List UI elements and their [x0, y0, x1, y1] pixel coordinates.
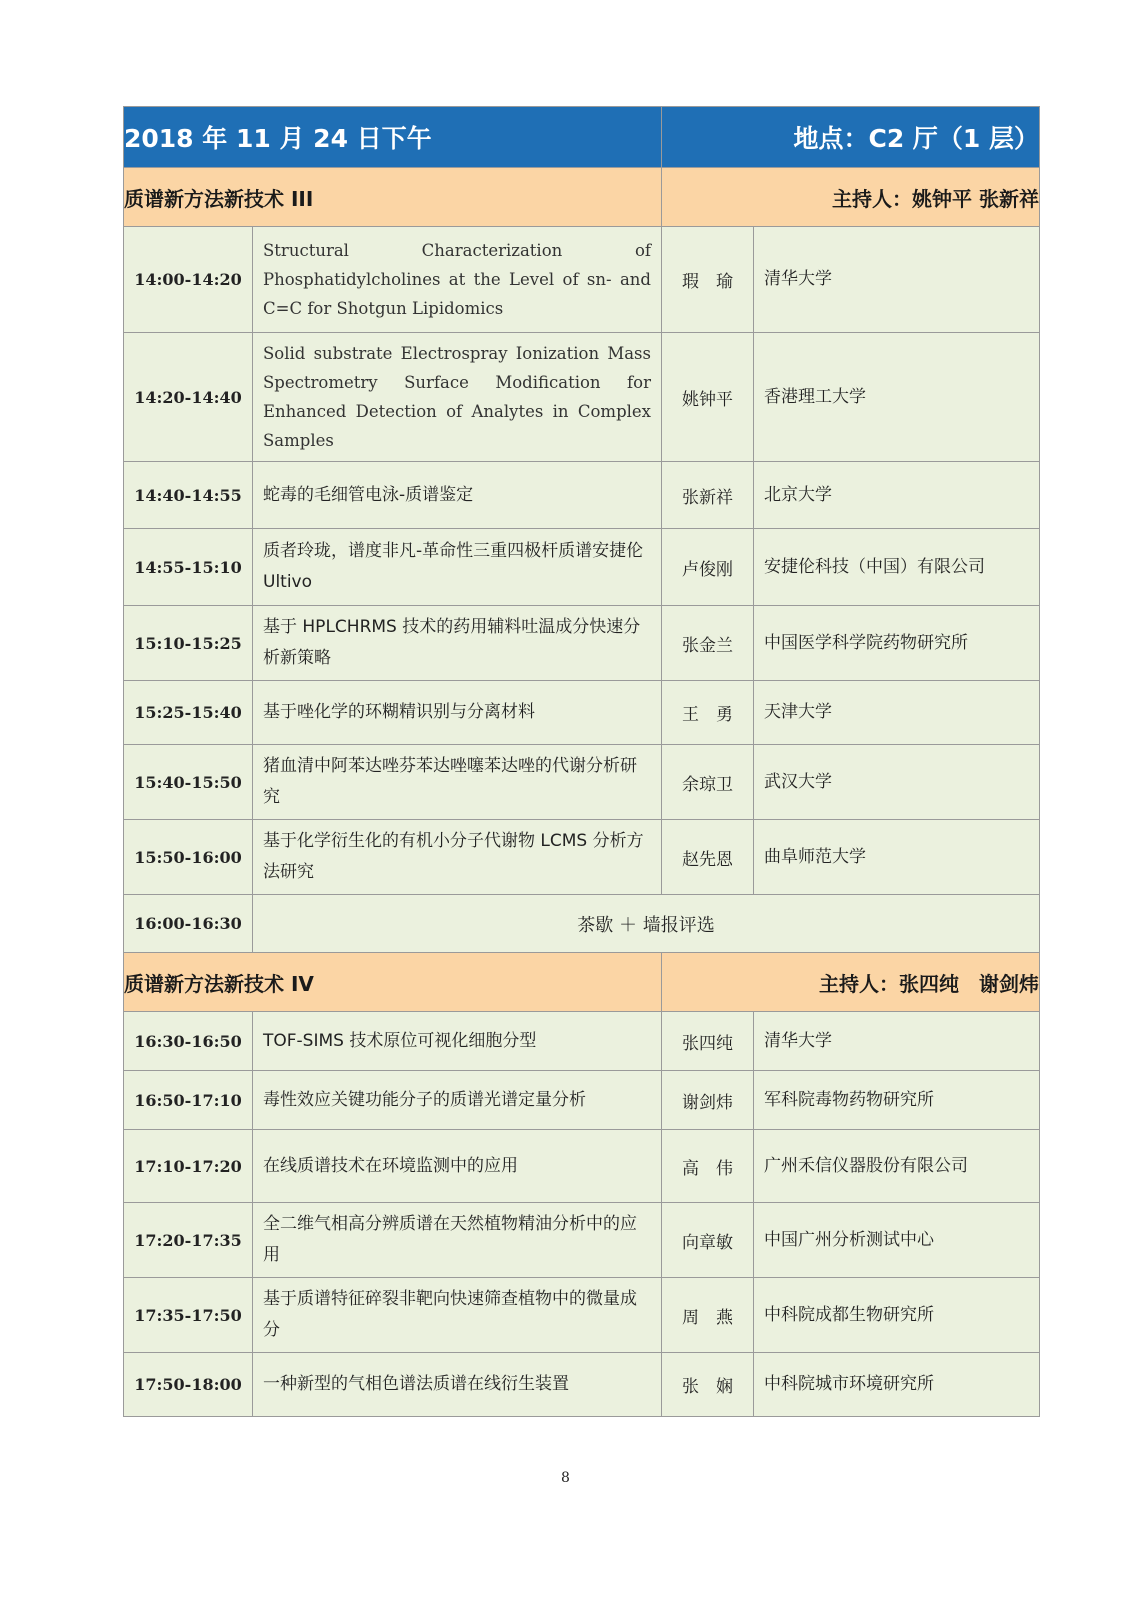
speaker-cell: 张四纯 [662, 1012, 754, 1071]
section-hosts: 主持人：姚钟平 张新祥 [662, 168, 1040, 227]
time-cell: 17:10-17:20 [124, 1130, 253, 1203]
time-cell: 17:50-18:00 [124, 1353, 253, 1417]
table-row [124, 1203, 1040, 1278]
speaker-cell: 余琼卫 [662, 745, 754, 820]
time-cell: 14:55-15:10 [124, 529, 253, 606]
table-row [124, 1071, 1040, 1130]
speaker-cell: 瑕 瑜 [662, 227, 754, 333]
section-header-2 [124, 953, 1040, 1012]
speaker-cell: 高 伟 [662, 1130, 754, 1203]
time-cell: 14:00-14:20 [124, 227, 253, 333]
affiliation-cell: 天津大学 [754, 681, 1040, 745]
time-cell: 15:40-15:50 [124, 745, 253, 820]
table-row [124, 606, 1040, 681]
table-row [124, 1353, 1040, 1417]
table-row [124, 227, 1040, 333]
time-cell: 15:25-15:40 [124, 681, 253, 745]
table-row [124, 1130, 1040, 1203]
time-cell: 15:50-16:00 [124, 820, 253, 895]
table-row [124, 820, 1040, 895]
affiliation-cell: 曲阜师范大学 [754, 820, 1040, 895]
affiliation-cell: 广州禾信仪器股份有限公司 [754, 1130, 1040, 1203]
speaker-cell: 向章敏 [662, 1203, 754, 1278]
table-row [124, 1278, 1040, 1353]
time-cell: 16:00-16:30 [124, 895, 253, 953]
time-cell: 15:10-15:25 [124, 606, 253, 681]
affiliation-cell: 中科院城市环境研究所 [754, 1353, 1040, 1417]
page-number: 8 [561, 1470, 570, 1486]
speaker-cell: 周 燕 [662, 1278, 754, 1353]
time-cell: 14:40-14:55 [124, 462, 253, 529]
topic-cell: 毒性效应关键功能分子的质谱光谱定量分析 [253, 1071, 662, 1130]
speaker-cell: 张金兰 [662, 606, 754, 681]
topic-cell: 基于 HPLCHRMS 技术的药用辅料吐温成分快速分析新策略 [253, 606, 662, 681]
topic-cell: 猪血清中阿苯达唑芬苯达唑噻苯达唑的代谢分析研究 [253, 745, 662, 820]
topic-cell: 基于化学衍生化的有机小分子代谢物 LCMS 分析方法研究 [253, 820, 662, 895]
break-label: 茶歇 ＋ 墙报评选 [253, 895, 1040, 953]
section-hosts: 主持人：张四纯 谢剑炜 [662, 953, 1040, 1012]
time-cell: 17:35-17:50 [124, 1278, 253, 1353]
table-row [124, 681, 1040, 745]
topic-cell: Solid substrate Electrospray Ionization Mass Spectrometry Surface Modification for Enhanced Detection of Analytes in Complex Samples [253, 333, 662, 462]
time-cell: 16:30-16:50 [124, 1012, 253, 1071]
break-row [124, 895, 1040, 953]
table-row [124, 529, 1040, 606]
affiliation-cell: 武汉大学 [754, 745, 1040, 820]
schedule-table [123, 106, 1040, 1417]
topic-cell: 基于唑化学的环糊精识别与分离材料 [253, 681, 662, 745]
session-date: 2018 年 11 月 24 日下午 [124, 107, 662, 168]
section-title: 质谱新方法新技术 IV [124, 953, 662, 1012]
affiliation-cell: 中科院成都生物研究所 [754, 1278, 1040, 1353]
affiliation-cell: 安捷伦科技（中国）有限公司 [754, 529, 1040, 606]
header-row [124, 107, 1040, 168]
affiliation-cell: 清华大学 [754, 227, 1040, 333]
table-row [124, 745, 1040, 820]
affiliation-cell: 清华大学 [754, 1012, 1040, 1071]
affiliation-cell: 军科院毒物药物研究所 [754, 1071, 1040, 1130]
section-title: 质谱新方法新技术 III [124, 168, 662, 227]
topic-cell: 一种新型的气相色谱法质谱在线衍生装置 [253, 1353, 662, 1417]
affiliation-cell: 香港理工大学 [754, 333, 1040, 462]
topic-cell: 基于质谱特征碎裂非靶向快速筛查植物中的微量成分 [253, 1278, 662, 1353]
section-header-1 [124, 168, 1040, 227]
speaker-cell: 张新祥 [662, 462, 754, 529]
topic-cell: 质者玲珑，谱度非凡-革命性三重四极杆质谱安捷伦 Ultivo [253, 529, 662, 606]
table-row [124, 333, 1040, 462]
speaker-cell: 张 娴 [662, 1353, 754, 1417]
speaker-cell: 赵先恩 [662, 820, 754, 895]
time-cell: 17:20-17:35 [124, 1203, 253, 1278]
topic-cell: Structural Characterization of Phosphatidylcholines at the Level of sn- and C=C for Shotgun Lipidomics [253, 227, 662, 333]
speaker-cell: 谢剑炜 [662, 1071, 754, 1130]
speaker-cell: 姚钟平 [662, 333, 754, 462]
table-row [124, 462, 1040, 529]
topic-cell: 在线质谱技术在环境监测中的应用 [253, 1130, 662, 1203]
topic-cell: 全二维气相高分辨质谱在天然植物精油分析中的应用 [253, 1203, 662, 1278]
session-location: 地点：C2 厅（1 层） [662, 107, 1040, 168]
time-cell: 14:20-14:40 [124, 333, 253, 462]
table-row [124, 1012, 1040, 1071]
topic-cell: TOF-SIMS 技术原位可视化细胞分型 [253, 1012, 662, 1071]
topic-cell: 蛇毒的毛细管电泳-质谱鉴定 [253, 462, 662, 529]
affiliation-cell: 中国广州分析测试中心 [754, 1203, 1040, 1278]
affiliation-cell: 北京大学 [754, 462, 1040, 529]
speaker-cell: 王 勇 [662, 681, 754, 745]
speaker-cell: 卢俊刚 [662, 529, 754, 606]
time-cell: 16:50-17:10 [124, 1071, 253, 1130]
affiliation-cell: 中国医学科学院药物研究所 [754, 606, 1040, 681]
